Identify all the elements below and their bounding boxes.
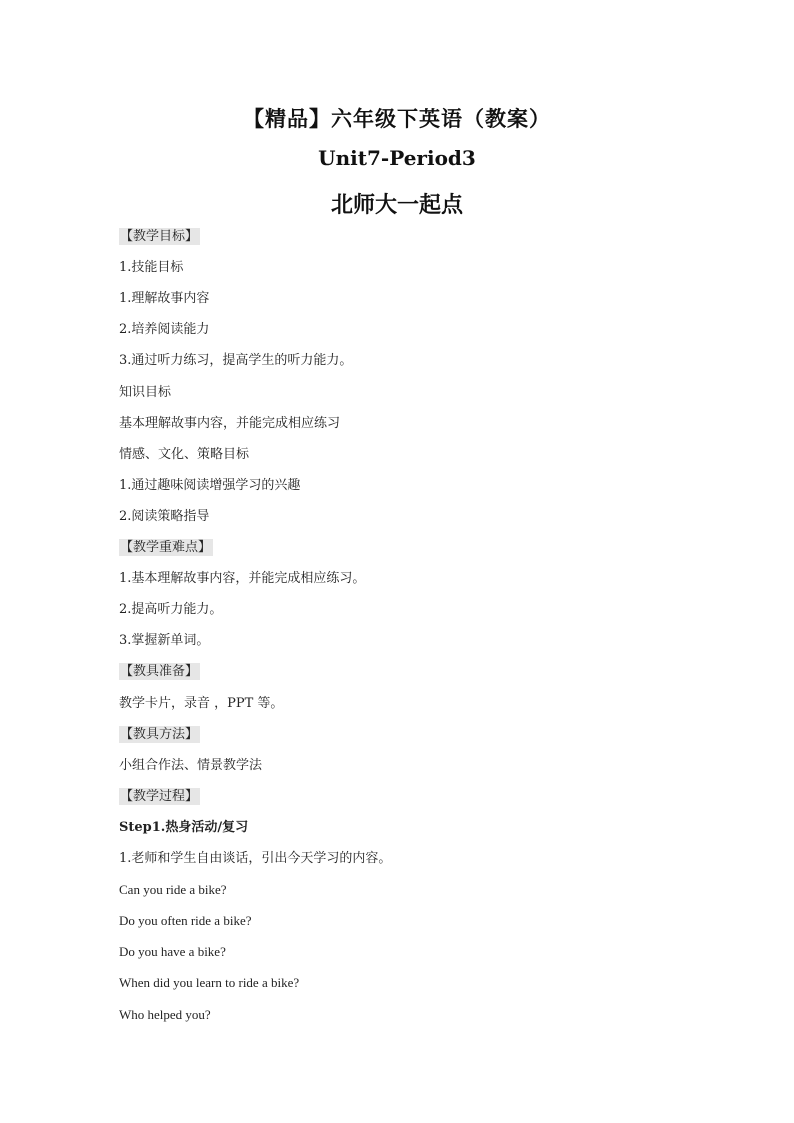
line-text: When did you learn to ride a bike? xyxy=(119,975,300,991)
body-text-line xyxy=(119,633,209,649)
line-text: 2.阅读策略指导 xyxy=(119,508,210,524)
line-text: 【教具方法】 xyxy=(120,726,199,742)
body-text-line xyxy=(119,353,352,369)
line-text: 【教学重难点】 xyxy=(120,540,212,555)
line-text: 【教具准备】 xyxy=(120,664,199,680)
english-question xyxy=(119,882,227,899)
body-text-line xyxy=(119,696,283,712)
line-text: 3.通过听力练习，提高学生的听力能力。 xyxy=(119,353,353,369)
document-title: 【精品】六年级下英语（教案） xyxy=(243,106,551,131)
document-publisher: 北师大一起点 xyxy=(330,193,463,218)
body-text-line xyxy=(119,602,222,618)
line-text: Can you ride a bike? xyxy=(119,882,227,898)
body-text-line xyxy=(119,322,209,338)
line-text: 2.培养阅读能力 xyxy=(119,322,210,338)
step-heading xyxy=(119,820,248,836)
line-text: Do you often ride a bike? xyxy=(119,913,252,929)
body-text-line xyxy=(119,447,249,463)
section-heading xyxy=(119,789,200,805)
body-text-line xyxy=(119,385,171,401)
line-text: 基本理解故事内容，并能完成相应练习 xyxy=(119,415,341,431)
line-text: 1.通过趣味阅读增强学习的兴趣 xyxy=(119,477,301,493)
body-text-line xyxy=(119,851,391,867)
line-text: 知识目标 xyxy=(119,384,172,400)
section-heading xyxy=(119,727,200,743)
body-text-line xyxy=(119,758,262,774)
english-question xyxy=(119,944,226,961)
english-question xyxy=(119,975,299,992)
line-text: 【教学过程】 xyxy=(120,788,199,804)
body-text-line xyxy=(119,416,340,432)
english-question xyxy=(119,913,251,930)
body-text-line xyxy=(119,260,183,276)
body-text-line xyxy=(119,478,300,494)
document-subtitle: Unit7-Period3 xyxy=(318,146,476,170)
line-text: 1.理解故事内容 xyxy=(119,291,210,307)
body-text-line xyxy=(119,571,365,587)
section-heading xyxy=(119,540,213,556)
english-question xyxy=(119,1007,211,1024)
line-text: 2.提高听力能力。 xyxy=(119,602,223,618)
line-text: 【教学目标】 xyxy=(120,229,199,244)
section-heading xyxy=(119,664,200,680)
line-text: Step1.热身活动/复习 xyxy=(119,819,249,835)
body-text-line xyxy=(119,291,209,307)
line-text: Who helped you? xyxy=(119,1006,211,1022)
line-text: 3.掌握新单词。 xyxy=(119,633,210,649)
section-heading xyxy=(119,229,200,245)
line-text: 1.老师和学生自由谈话，引出今天学习的内容。 xyxy=(119,851,392,866)
line-text: 小组合作法、情景教学法 xyxy=(119,757,263,773)
body-text-line xyxy=(119,509,209,525)
line-text: 1.基本理解故事内容，并能完成相应练习。 xyxy=(119,571,366,587)
line-text: 情感、文化、策略目标 xyxy=(119,446,250,462)
line-text: 1.技能目标 xyxy=(119,260,184,276)
line-text: Do you have a bike? xyxy=(119,944,226,960)
line-text: 教学卡片，录音 ，PPT 等。 xyxy=(119,695,284,711)
